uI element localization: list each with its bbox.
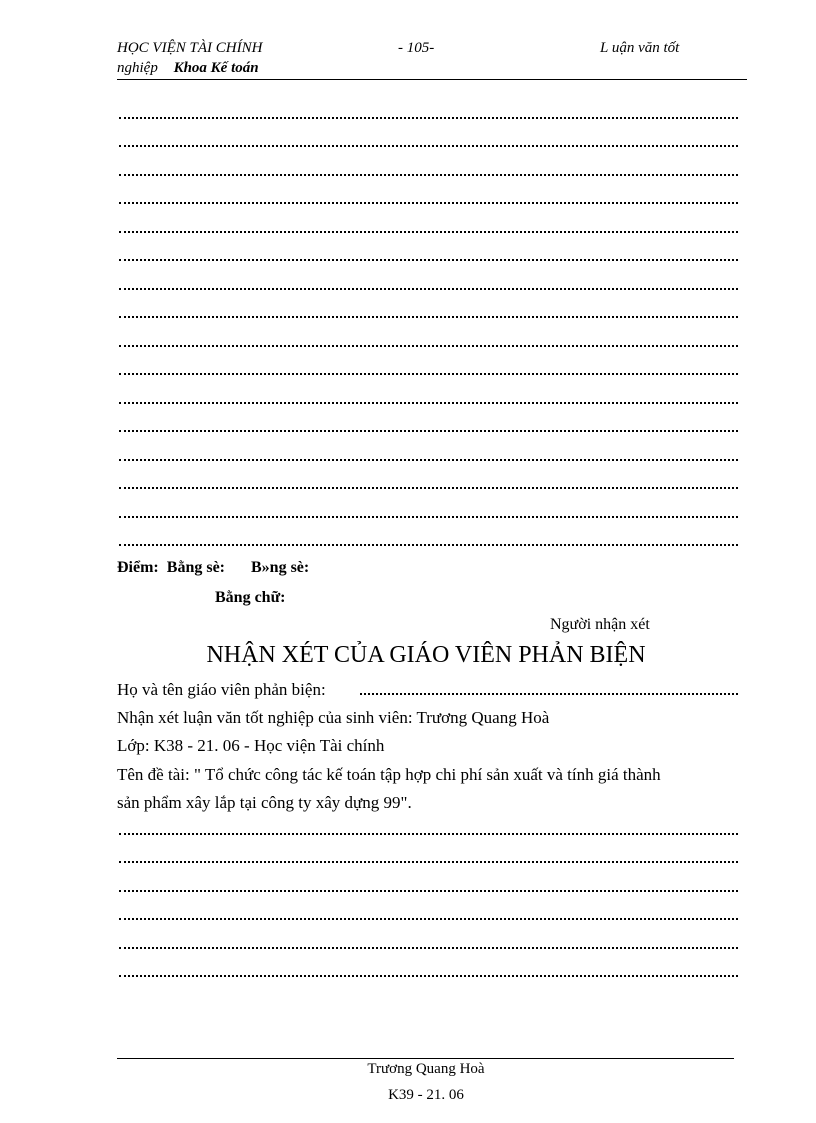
dotted-line [119, 288, 738, 290]
footer-student-name: Trương Quang Hoà [367, 1061, 485, 1077]
dotted-line [119, 231, 738, 233]
dotted-line [119, 459, 738, 461]
footer-rule [117, 1058, 734, 1059]
class-line: Lớp: K38 - 21. 06 - Học viện Tài chính [117, 736, 385, 755]
dotted-line [119, 145, 738, 147]
header-faculty: Khoa Kế toán [173, 60, 259, 76]
dotted-line [119, 918, 738, 920]
reviewer-name-label: Họ và tên giáo viên phản biện: [117, 680, 326, 699]
score-in-words-label: Bằng chữ: [215, 589, 286, 606]
dotted-line [119, 975, 738, 977]
dotted-line [119, 345, 738, 347]
dotted-line [119, 202, 738, 204]
dotted-line [119, 117, 738, 119]
reviewer-name-dotted-line [360, 693, 738, 695]
dotted-line [119, 890, 738, 892]
header-institution: HỌC VIỆN TÀI CHÍNH [117, 40, 263, 56]
score-label: Điểm: [117, 559, 159, 576]
dotted-line [119, 316, 738, 318]
dotted-line [119, 373, 738, 375]
header-line2 [117, 60, 259, 77]
topic-line-1: Tên đề tài: " Tổ chức công tác kế toán tập hợp chi phí sản xuất và tính giá thành [117, 765, 661, 784]
dotted-line [119, 544, 738, 546]
dotted-line [119, 174, 738, 176]
thesis-comment-line: Nhận xét luận văn tốt nghiệp của sinh viên: Trương Quang Hoà [117, 708, 550, 727]
dotted-line [119, 947, 738, 949]
dotted-line [119, 259, 738, 261]
header-page-number: - 105- [398, 40, 435, 56]
footer-class-code: K39 - 21. 06 [388, 1087, 464, 1103]
topic-line-2: sản phẩm xây lắp tại công ty xây dựng 99". [117, 793, 412, 812]
dotted-line [119, 833, 738, 835]
dotted-line [119, 402, 738, 404]
review-title: NHẬN XÉT CỦA GIÁO VIÊN PHẢN BIỆN [206, 642, 646, 668]
header-line2-prefix: nghiệp [117, 60, 158, 76]
header-rule [117, 79, 747, 80]
header-thesis-label: L uận văn tốt [600, 40, 680, 56]
score-in-numbers-label: Bằng sè: [166, 559, 225, 576]
dotted-line [119, 861, 738, 863]
score-line [117, 559, 309, 577]
dotted-line [119, 430, 738, 432]
reviewer-signature-label: Người nhận xét [550, 616, 650, 633]
dotted-line [119, 487, 738, 489]
score-in-numbers-garbled-label: B»ng sè: [251, 559, 310, 576]
dotted-line [119, 516, 738, 518]
